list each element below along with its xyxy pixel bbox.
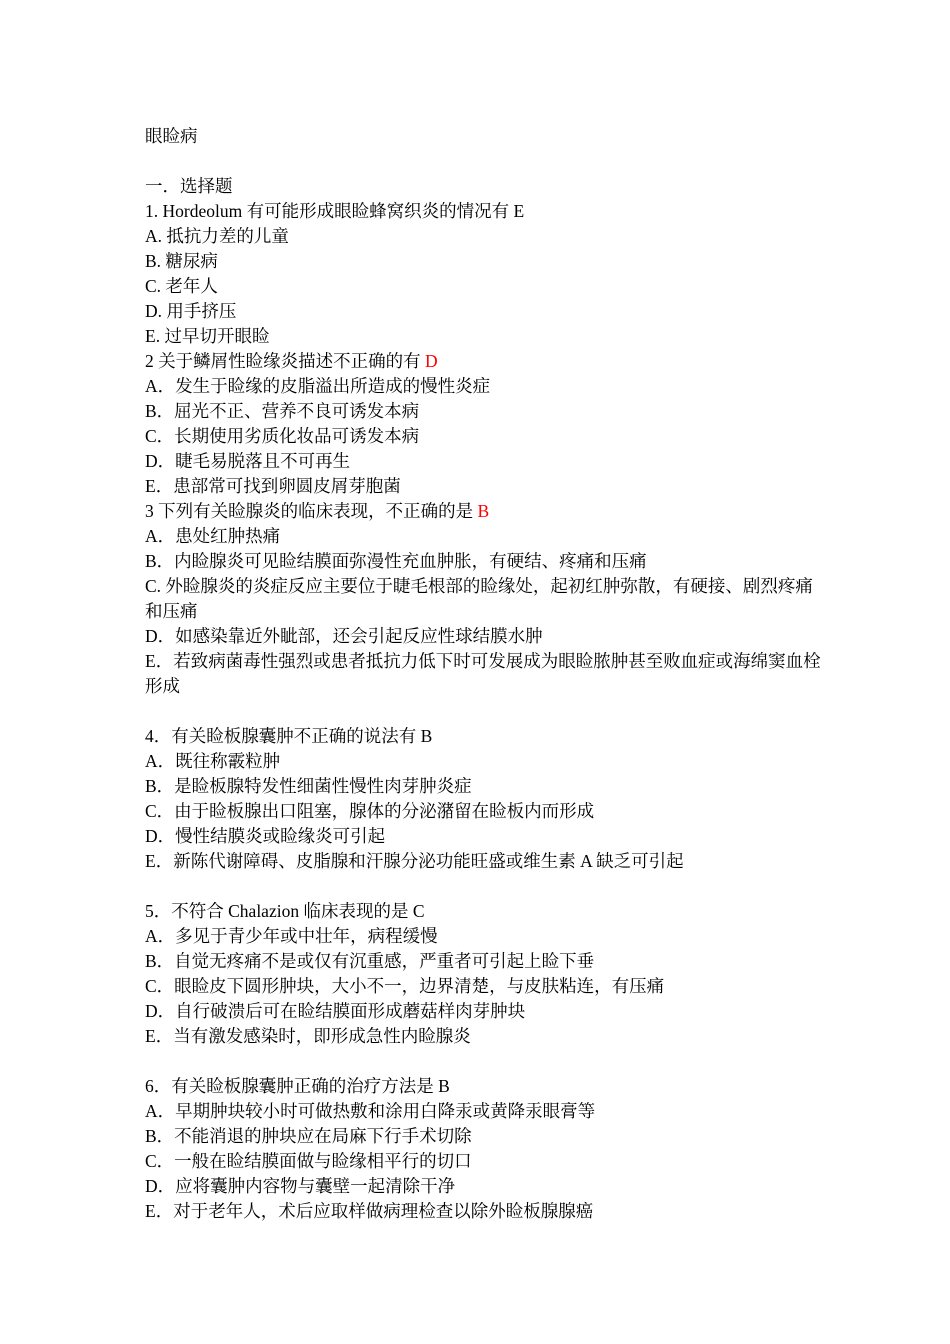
- option-d: D．睫毛易脱落且不可再生: [145, 451, 351, 471]
- answer-key: D: [425, 351, 438, 371]
- option-c: C. 老年人: [145, 276, 218, 296]
- option-c: C．一般在睑结膜面做与睑缘相平行的切口: [145, 1151, 472, 1171]
- option-a: A．早期肿块较小时可做热敷和涂用白降汞或黄降汞眼膏等: [145, 1101, 596, 1121]
- option-d: D．自行破溃后可在睑结膜面形成蘑菇样肉芽肿块: [145, 1001, 526, 1021]
- option-a: A．多见于青少年或中壮年，病程缓慢: [145, 926, 438, 946]
- option-d: D．慢性结膜炎或睑缘炎可引起: [145, 826, 386, 846]
- question-stem: 5．不符合 Chalazion 临床表现的是 C: [145, 901, 425, 921]
- answer-key: B: [477, 501, 490, 521]
- option-d: D．应将囊肿内容物与囊壁一起清除干净: [145, 1176, 456, 1196]
- question-stem: 6．有关睑板腺囊肿正确的治疗方法是 B: [145, 1076, 450, 1096]
- question-1: [145, 199, 825, 349]
- option-b: B．自觉无疼痛不是或仅有沉重感，严重者可引起上睑下垂: [145, 951, 595, 971]
- option-a: A．发生于睑缘的皮脂溢出所造成的慢性炎症: [145, 376, 491, 396]
- question-stem: 2 关于鳞屑性睑缘炎描述不正确的有 D: [145, 351, 438, 371]
- option-e: E．患部常可找到卵圆皮屑芽胞菌: [145, 476, 401, 496]
- spacer: [145, 149, 825, 174]
- spacer: [145, 874, 825, 899]
- question-5: [145, 899, 825, 1049]
- option-c: C．眼睑皮下圆形肿块，大小不一，边界清楚，与皮肤粘连，有压痛: [145, 976, 665, 996]
- option-b: B．内睑腺炎可见睑结膜面弥漫性充血肿胀，有硬结、疼痛和压痛: [145, 551, 647, 571]
- question-stem: 4．有关睑板腺囊肿不正确的说法有 B: [145, 726, 433, 746]
- spacer: [145, 1049, 825, 1074]
- document-page: [145, 124, 825, 1224]
- option-d: D. 用手挤压: [145, 301, 237, 321]
- option-a: A．患处红肿热痛: [145, 526, 281, 546]
- option-a: A. 抵抗力差的儿童: [145, 226, 289, 246]
- option-d: D．如感染靠近外眦部，还会引起反应性球结膜水肿: [145, 626, 543, 646]
- document-title: 眼睑病: [145, 126, 198, 146]
- question-stem: 1. Hordeolum 有可能形成眼睑蜂窝织炎的情况有 E: [145, 201, 525, 221]
- option-e: E. 过早切开眼睑: [145, 326, 270, 346]
- option-e: E．新陈代谢障碍、皮脂腺和汗腺分泌功能旺盛或维生素 A 缺乏可引起: [145, 851, 684, 871]
- option-b: B．是睑板腺特发性细菌性慢性肉芽肿炎症: [145, 776, 472, 796]
- option-e: E．若致病菌毒性强烈或患者抵抗力低下时可发展成为眼睑脓肿甚至败血症或海绵窦血栓形成: [145, 651, 821, 696]
- question-3: [145, 499, 825, 699]
- question-4: [145, 724, 825, 874]
- option-a: A．既往称霰粒肿: [145, 751, 281, 771]
- option-c: C. 外睑腺炎的炎症反应主要位于睫毛根部的睑缘处，起初红肿弥散，有硬接、剧烈疼痛和压痛: [145, 576, 813, 621]
- question-2: [145, 349, 825, 499]
- option-b: B．屈光不正、营养不良可诱发本病: [145, 401, 420, 421]
- option-b: B．不能消退的肿块应在局麻下行手术切除: [145, 1126, 472, 1146]
- option-c: C．长期使用劣质化妆品可诱发本病: [145, 426, 420, 446]
- question-stem: 3 下列有关睑腺炎的临床表现，不正确的是 B: [145, 501, 490, 521]
- option-b: B. 糖尿病: [145, 251, 218, 271]
- question-6: [145, 1074, 825, 1224]
- option-c: C．由于睑板腺出口阻塞，腺体的分泌潴留在睑板内而形成: [145, 801, 595, 821]
- option-e: E．对于老年人，术后应取样做病理检查以除外睑板腺腺癌: [145, 1201, 594, 1221]
- spacer: [145, 699, 825, 724]
- section-heading: 一．选择题: [145, 176, 233, 196]
- option-e: E．当有激发感染时，即形成急性内睑腺炎: [145, 1026, 471, 1046]
